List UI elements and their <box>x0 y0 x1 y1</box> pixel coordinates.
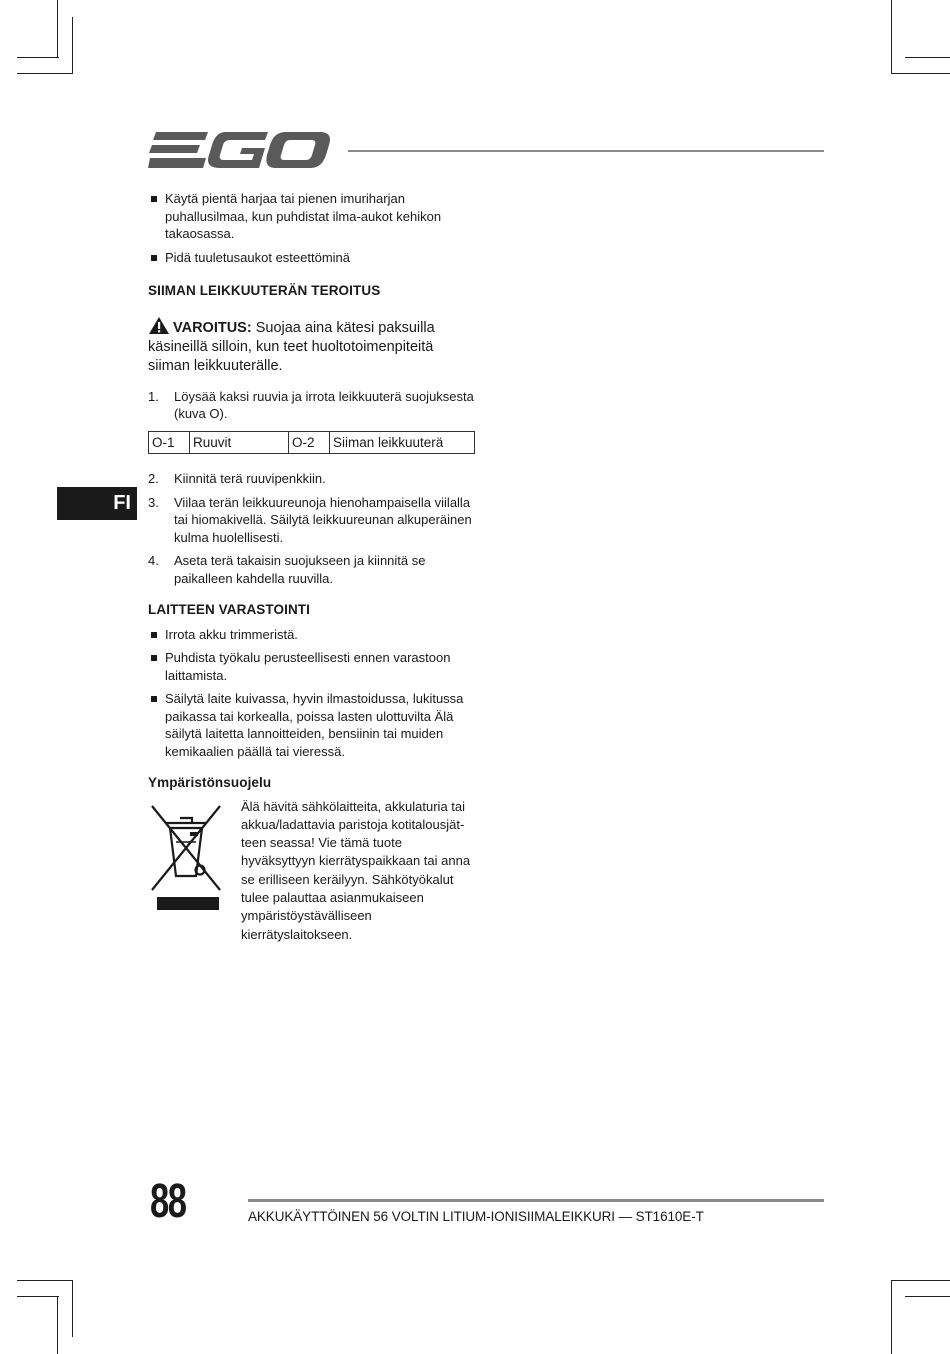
warning-triangle-icon <box>148 316 170 335</box>
part-code: O-2 <box>289 431 330 454</box>
crop-mark <box>72 17 73 74</box>
language-tab: FI <box>57 487 137 520</box>
environment-block <box>148 798 478 944</box>
step-number: 4. <box>148 553 159 568</box>
list-item-text: Pidä tuuletusaukot esteettöminä <box>165 249 351 265</box>
parts-table <box>148 431 475 455</box>
crop-mark <box>905 57 950 58</box>
step-item <box>148 470 478 488</box>
list-item <box>148 626 478 644</box>
step-item <box>148 552 478 587</box>
content-column <box>148 190 478 944</box>
part-code: O-1 <box>149 431 190 454</box>
crop-mark <box>17 57 59 58</box>
crop-mark <box>891 0 892 74</box>
step-item <box>148 494 478 547</box>
list-item <box>148 249 478 267</box>
crop-mark <box>17 1296 59 1297</box>
step-text: Kiinnitä terä ruuvipenkkiin. <box>174 471 326 486</box>
crop-mark <box>72 1280 73 1337</box>
crop-mark <box>891 73 950 74</box>
list-item <box>148 649 478 684</box>
crop-mark <box>57 1296 58 1354</box>
part-name: Ruuvit <box>190 431 289 454</box>
crop-mark <box>905 1296 950 1297</box>
table-row <box>149 431 475 454</box>
bullet-square-icon <box>151 255 157 261</box>
footer-rule <box>248 1199 824 1202</box>
page-number: 88 <box>150 1175 186 1228</box>
list-item-text: Puhdista työkalu perusteellisesti ennen varastoon laittamista. <box>165 650 451 683</box>
step-number: 1. <box>148 388 159 404</box>
warning-text: Suojaa aina kätesi paksuilla käsineillä silloin, kun teet huoltotoimenpiteitä siiman leikkuuterälle. <box>148 319 435 374</box>
bullet-square-icon <box>151 196 157 202</box>
step-number: 3. <box>148 494 159 510</box>
step-text: Löysää kaksi ruuvia ja irrota leikkuuterä suojuksesta (kuva O). <box>174 388 474 421</box>
section-heading-environment: Ympäristönsuojelu <box>148 775 272 790</box>
warning-block <box>148 316 478 376</box>
list-item-text: Irrota akku trimmeristä. <box>165 626 298 642</box>
bullet-square-icon <box>151 696 157 702</box>
list-item <box>148 690 478 760</box>
list-item-text: Säilytä laite kuivassa, hyvin ilmastoidussa, lukitussa paikassa tai korkealla, poissa lasten ulottuvilta Älä säilytä laitetta lannoitteiden, bensiinin tai muiden kemikaalien päällä tai vieressä. <box>165 691 464 759</box>
step-text: Viilaa terän leikkuureunoja hienohampaisella viilalla tai hiomakivellä. Säilytä leikkuureunan alkuperäinen kulma huolellisesti. <box>174 494 472 545</box>
part-name: Siiman leikkuuterä <box>330 431 475 454</box>
bullet-square-icon <box>151 632 157 638</box>
crop-mark <box>17 73 73 74</box>
warning-label: VAROITUS: <box>173 319 252 336</box>
section-heading-sharpen: SIIMAN LEIKKUUTERÄN TEROITUS <box>148 283 381 298</box>
crossed-out-wheelie-bin-icon <box>150 802 222 910</box>
header-rule <box>348 150 824 152</box>
bullet-square-icon <box>151 655 157 661</box>
list-item-text: Käytä pientä harjaa tai pienen imuriharjan puhallusilmaa, kun puhdistat ilma-aukot kehikon takaosassa. <box>165 191 442 241</box>
step-number: 2. <box>148 471 159 486</box>
list-item <box>148 190 478 243</box>
step-text: Aseta terä takaisin suojukseen ja kiinnitä se paikalleen kahdella ruuvilla. <box>174 553 426 586</box>
footer-title: AKKUKÄYTTÖINEN 56 VOLTIN LITIUM-IONISIIMALEIKKURI — ST1610E-T <box>248 1209 704 1224</box>
environment-text: Älä hävitä sähkölaitteita, akkulaturia tai akkua/ladattavia paristoja kotitalousjät-teen seassa! Vie tämä tuote hyväksyttyyn kierrätyspaikkaan tai anna se erilliseen keräilyyn. Sähkötyökalut tulee palauttaa asianmukaiseen ympäristöystävälliseen kierrätyslaitokseen. <box>241 798 471 942</box>
step-item <box>148 388 478 423</box>
section-heading-storage: LAITTEEN VARASTOINTI <box>148 602 311 617</box>
crop-mark <box>57 0 58 58</box>
crop-mark <box>891 1280 892 1354</box>
crop-mark <box>17 1280 73 1281</box>
crop-mark <box>891 1280 950 1281</box>
ego-logo <box>148 128 332 172</box>
